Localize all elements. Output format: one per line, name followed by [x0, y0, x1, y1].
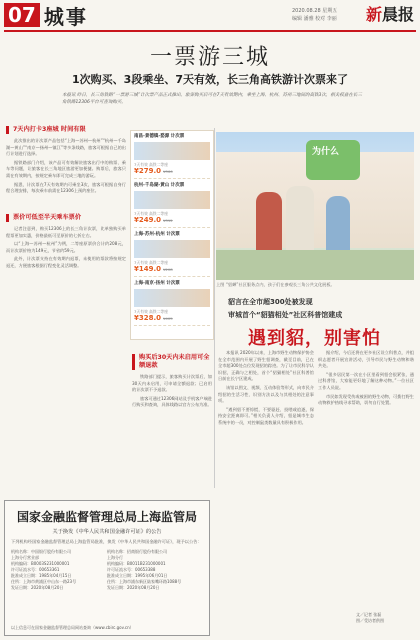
notice-subtitle: 关于换发《中华人民共和国金融许可证》的公告 [52, 529, 162, 535]
ticket-product-panel [130, 130, 214, 340]
article2-column-a [218, 350, 314, 429]
price-value: ¥279.0 [134, 167, 162, 175]
notice-line: 上海分行 [107, 555, 123, 560]
notice-line: 许可证流水号：00653361 [11, 567, 60, 572]
price-value: ¥328.0 [134, 314, 162, 322]
product-price [134, 265, 210, 273]
paragraph: 该馆以图文、视频、互动体验等形式，向市民介绍貂的生活习性、识别方法以及与其相处的注意事项。 [218, 384, 314, 404]
notice-line: 上海分行营业部 [11, 555, 39, 560]
logo-prefix: 新 [366, 5, 383, 24]
paragraph: 记者注意到，购买12306上的长三角计次票，比单独购买单程票更加实惠，价格最低可至原价的七折左右。 [6, 226, 126, 238]
subhead-box-1: 7天内打卡3座城 时间有限 [6, 126, 126, 134]
notice-body: 下列机构经国家金融监督管理总局上海监管局批准，换发《中华人民共和国金融许可证》，现予以公告： [11, 539, 202, 544]
regulatory-notice [4, 500, 210, 636]
section-number: 07 [4, 3, 40, 27]
photo-person [286, 186, 314, 256]
ticket-product [134, 134, 210, 179]
subhead-box-3: 购买后30天内未启用可全额退款 [132, 354, 212, 370]
issue-date: 2020.08.28 星期五 [292, 8, 338, 14]
notice-left-column [11, 549, 107, 591]
product-price [134, 216, 210, 224]
news-photo [216, 132, 414, 280]
product-desc: 7天有效 高铁二等座 [134, 162, 168, 167]
notice-line: 发证日期：2020年08月20日 [11, 585, 64, 590]
notice-right-column [107, 549, 203, 591]
issue-editors: 编辑 潘雅 校对 李丽 [292, 16, 337, 22]
product-title: 上海-苏州-杭州 计次票 [134, 232, 180, 237]
ticket-product [134, 183, 210, 228]
article1-column-1 [6, 138, 126, 197]
notice-line: 机构名称：中国银行股份有限公司 [11, 549, 71, 554]
article1-column-2 [6, 226, 126, 272]
logo-suffix: 晨报 [382, 5, 415, 24]
paragraph: 以“上海—苏州—杭州”为例，二等座原票价合计约208元，而计次票价格为149元，节省约59元。 [6, 241, 126, 253]
price-original: ¥405 [163, 316, 173, 321]
price-original: ¥366 [163, 169, 173, 174]
section-name: 城事 [43, 4, 88, 29]
photo-person [326, 196, 350, 252]
product-desc: 7天有效 高铁二等座 [134, 211, 168, 216]
notice-line: 批准成立日期：1985年04月15日 [11, 573, 72, 578]
notice-line: 许可证流水号：00653388 [107, 567, 156, 572]
product-desc: 7天有效 高铁二等座 [134, 260, 168, 265]
subhead-box-2: 票价可低至半天乘车票价 [6, 214, 126, 222]
paragraph: 据悉，计次票在7天有效期内可乘坐3次，旅客可根据自身行程合理安排，每次乘车前需在12306上预约座位。 [6, 181, 126, 194]
paragraph: 市民如发现受伤或被困的野生动物，可拨打野生动物救护热线寻求帮助，切勿自行处置。 [318, 393, 414, 406]
article-lead: 本报讯 昨日，长三角铁路“一票游三城”计次票产品正式推出，旅客购买后可在7天有效期内，乘坐上海、杭州、苏州三地间的高铁3次，相关权益在长三角铁路12306平台可查询购买。 [62, 93, 362, 105]
paragraph: “很多居民第一次在小区里看到貂会很紧张，通过科普馆，大家能更好地了解这种动物。”一位社区工作人员说。 [318, 371, 414, 390]
photo-sign-text: 为什么 [312, 147, 340, 157]
paragraph: 铁路部门提示，旅客购买计次票后，如30天内未启用，可申请全额退款；已启用的计次票不予退款。 [132, 374, 212, 393]
column-divider [214, 128, 215, 488]
article-headline: 一票游三城 [149, 45, 270, 70]
ticket-product [134, 232, 210, 277]
notice-line: 批准成立日期：1995年06月01日 [107, 573, 168, 578]
product-price [134, 314, 210, 322]
product-image [134, 142, 210, 160]
masthead [0, 0, 420, 34]
notice-columns [5, 549, 209, 591]
notice-line: 发证日期：2020年08月20日 [107, 585, 160, 590]
paragraph: 据铁路部门介绍，该产品可有效解决旅客出行中的购票、乘车等问题，让旅客在长三角地区旅游更加便捷。购票后，旅客只需在有效期内，按规定乘车即可完成三地的游玩。 [6, 159, 126, 178]
price-value: ¥149.0 [134, 265, 162, 273]
ticket-product [134, 281, 210, 326]
credit-writer: 文／记者 张磊 [356, 612, 382, 617]
issue-info [292, 7, 362, 23]
notice-line: 住所：上海市浦东新区陆家嘴环路1088号 [107, 579, 182, 584]
article2-column-b [318, 350, 414, 409]
price-original: ¥312 [163, 218, 173, 223]
product-image [134, 289, 210, 307]
product-desc: 7天有效 高铁二等座 [134, 309, 168, 314]
price-original: ¥208 [163, 267, 173, 272]
photo-caption: 上图 “貂蝉”社区服务点内，孩子们在参观长三角公共文化展板。 [216, 282, 335, 287]
notice-title: 国家金融监督管理总局上海监管局 [16, 510, 197, 524]
newspaper-logo [366, 2, 414, 25]
article2-headline: 遇到貂，别害怕 [248, 328, 381, 349]
photo-person [256, 192, 282, 254]
product-title: 上海-南京-扬州 计次票 [134, 281, 180, 286]
product-image [134, 240, 210, 258]
product-image [134, 191, 210, 209]
product-price [134, 167, 210, 175]
paragraph: “遇到貂不要惊慌，不要驱赶、投喂或追逐，保持安全距离即可。”相关负责人介绍，貂是城市生态系统中的一员，对控制鼠类数量具有积极作用。 [218, 406, 314, 425]
notice-footer: 以上信息可在国家金融监督管理总局网站查询（www.cbirc.gov.cn） [11, 625, 134, 630]
article2-kicker-1: 貂言在全市超300处被发现 [228, 298, 313, 306]
article2-kicker-2: 审城首个“貂猫相处”社区科普馆建成 [228, 311, 343, 319]
product-title: 南昌-景德镇-婺源 计次票 [134, 134, 185, 139]
paragraph: 旅客可通过12306网站及手机客户端进行购买和查询，具体线路以官方公布为准。 [132, 395, 212, 408]
notice-line: 机构编码：B0003S231000001 [11, 561, 70, 566]
paragraph: 本报讯 2020年以来，上海市野生动物保护协会在全市范围内开展了野生貂调查，截至目前，已在全市超300处点位发现貂的踪迹。为了让市民科学认识貂，正确与之相处，首个“貂猫相处”社区科普馆日前在长宁区建成。 [218, 350, 314, 382]
paragraph: 据介绍，今后还将在更多社区设立科普点，并组织志愿者开展宣讲活动，引导市民与野生动物和谐共处。 [318, 350, 414, 369]
credit-photo: 图／受访者供图 [356, 618, 384, 623]
paragraph: 此外，计次票支持在有效期内退票，未使用的票款将按规定退还，方便旅客根据行程变化灵活调整。 [6, 256, 126, 268]
article-subhead: 1次购买、3段乘坐、7天有效，长三角高铁游计次票来了 [72, 73, 348, 86]
section-label [4, 3, 88, 27]
notice-line: 机构名称：招商银行股份有限公司 [107, 549, 167, 554]
paragraph: 此次推出的计次票产品包括“上海—苏州—杭州”“杭州—千岛湖—黄山”“南京—扬州—镇江”等多条线路，旅客可根据自己的出行计划进行选择。 [6, 138, 126, 157]
article1-column-3 [132, 374, 212, 411]
masthead-rule [4, 30, 416, 32]
price-value: ¥249.0 [134, 216, 162, 224]
article2-credit [356, 612, 384, 624]
product-title: 杭州-千岛湖-黄山 计次票 [134, 183, 185, 188]
notice-line: 机构编码：B0011B231000001 [107, 561, 166, 566]
notice-line: 住所：上海市黄浦区中山东一路23号 [11, 579, 77, 584]
photo-floor [216, 250, 414, 280]
